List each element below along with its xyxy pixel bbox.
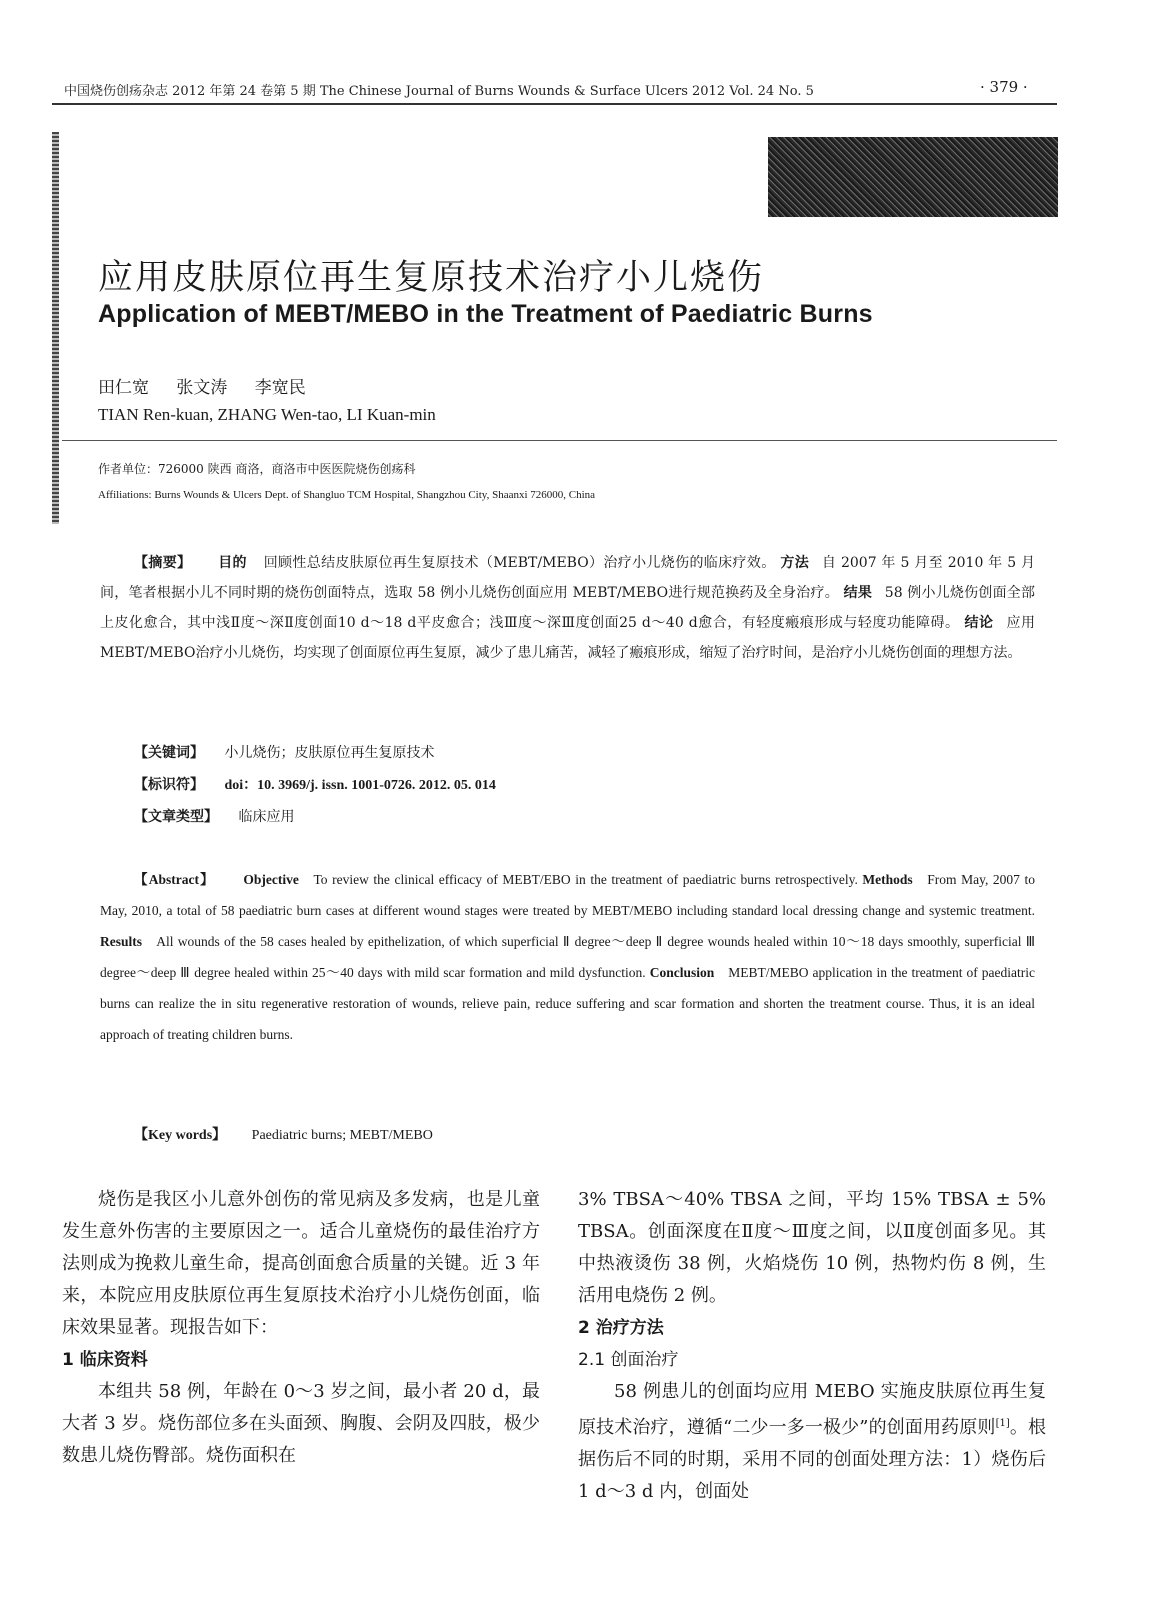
keywords-en-label: 【Key words】 xyxy=(134,1128,227,1143)
abstract-english xyxy=(100,864,1035,1050)
header-rule xyxy=(52,103,1057,105)
methods-text: 自 2007 年 5 月至 2010 年 5 月间，笔者根据小儿不同时期的烧伤创面特点，选取 58 例小儿烧伤创面应用 MEBT/MEBO进行规范换药及全身治疗。 xyxy=(100,555,1036,601)
keywords-chinese xyxy=(134,742,434,762)
reference-1[interactable]: [1] xyxy=(995,1418,1010,1429)
title-chinese: 应用皮肤原位再生复原技术治疗小儿烧伤 xyxy=(98,258,765,298)
identifier-label: 【标识符】 xyxy=(134,777,204,793)
decorative-side-bar xyxy=(52,132,59,524)
objective-en-label: Objective xyxy=(243,872,299,887)
keywords-label: 【关键词】 xyxy=(134,745,204,761)
page-number: · 379 · xyxy=(980,78,1028,96)
section-1-heading: 1 临床资料 xyxy=(62,1350,148,1370)
running-head: 中国烧伤创疡杂志 2012 年第 24 卷第 5 期 The Chinese Journal of Burns Wounds & Surface Ulcers 2012 Vol. 24 No. 5 xyxy=(64,84,814,99)
article-type-label: 【文章类型】 xyxy=(134,809,218,825)
authors-english: TIAN Ren-kuan, ZHANG Wen-tao, LI Kuan-min xyxy=(98,405,436,424)
methods-label: 方法 xyxy=(780,555,810,571)
affiliation-chinese: 作者单位：726000 陕西 商洛，商洛市中医医院烧伤创疡科 xyxy=(98,462,416,476)
section-2-heading: 2 治疗方法 xyxy=(578,1318,664,1338)
methods-en-label: Methods xyxy=(862,872,913,887)
identifier-line xyxy=(134,774,496,794)
methods-en-text: From May, 2007 to May, 2010, a total of 58 paediatric burn cases at different wound stages were treated by MEBT/MEBO including standard local dressing change and systemic treatment. xyxy=(100,872,1035,918)
section-2-1-heading: 2.1 创面治疗 xyxy=(578,1350,679,1370)
article-type-line xyxy=(134,806,294,826)
body-left-column xyxy=(62,1184,540,1472)
abstract-label: 【摘要】 xyxy=(134,555,192,571)
results-text: 58 例小儿烧伤创面全部上皮化愈合，其中浅Ⅱ度～深Ⅱ度创面10 d～18 d平皮愈合；浅Ⅲ度～深Ⅲ度创面25 d～40 d愈合，有轻度瘢痕形成与轻度功能障碍。 xyxy=(100,585,1036,631)
abstract-chinese xyxy=(100,548,1035,668)
abstract-en-label: 【Abstract】 xyxy=(134,872,215,887)
objective-label: 目的 xyxy=(218,555,247,571)
keywords-english xyxy=(134,1124,433,1144)
results-en-label: Results xyxy=(100,934,143,949)
authors-rule xyxy=(62,440,1057,441)
affiliation-english: Affiliations: Burns Wounds & Ulcers Dept. of Shangluo TCM Hospital, Shangzhou City, Shaanxi 726000, China xyxy=(98,489,596,501)
intro-paragraph: 烧伤是我区小儿意外创伤的常见病及多发病，也是儿童发生意外伤害的主要原因之一。适合儿童烧伤的最佳治疗方法则成为挽救儿童生命，提高创面愈合质量的关键。近 3 年来，本院应用皮肤原位再生复原技术治疗小儿烧伤创面，临床效果显著。现报告如下： xyxy=(62,1189,540,1338)
decorative-halftone-block xyxy=(768,137,1058,217)
authors-chinese: 田仁宽 张文涛 李宽民 xyxy=(98,378,306,398)
conclusion-text: 应用 MEBT/MEBO治疗小儿烧伤，均实现了创面原位再生复原，减少了患儿痛苦，减轻了瘢痕形成，缩短了治疗时间，是治疗小儿烧伤创面的理想方法。 xyxy=(100,615,1036,661)
doi-value: doi：10. 3969/j. issn. 1001-0726. 2012. 05. 014 xyxy=(224,778,496,793)
article-type-value: 临床应用 xyxy=(238,809,295,825)
body-right-column xyxy=(578,1184,1046,1508)
section-1-paragraph: 本组共 58 例，年龄在 0～3 岁之间，最小者 20 d，最大者 3 岁。烧伤部位多在头面颈、胸腹、会阴及四肢，极少数患儿烧伤臀部。烧伤面积在 xyxy=(62,1381,540,1466)
section-1-paragraph-continued: 3% TBSA～40% TBSA 之间，平均 15% TBSA ± 5% TBSA。创面深度在Ⅱ度～Ⅲ度之间，以Ⅱ度创面多见。其中热液烫伤 38 例，火焰烧伤 10 例，热物灼伤 8 例，生活用电烧伤 2 例。 xyxy=(578,1189,1046,1306)
section-2-1-paragraph xyxy=(578,1376,1046,1508)
keywords-value: 小儿烧伤；皮肤原位再生复原技术 xyxy=(224,745,435,761)
section-2-1-text-a: 58 例患儿的创面均应用 MEBO 实施皮肤原位再生复原技术治疗，遵循“二少一多一极少”的创面用药原则 xyxy=(578,1381,1046,1438)
results-label: 结果 xyxy=(843,585,873,601)
conclusion-label: 结论 xyxy=(964,615,994,631)
objective-en-text: To review the clinical efficacy of MEBT/EBO in the treatment of paediatric burns retrospectively. xyxy=(313,872,858,887)
conclusion-en-label: Conclusion xyxy=(649,965,715,980)
objective-text: 回顾性总结皮肤原位再生复原技术（MEBT/MEBO）治疗小儿烧伤的临床疗效。 xyxy=(263,555,776,571)
results-en-text: All wounds of the 58 cases healed by epithelization, of which superficial Ⅱ degree～deep Ⅱ degree wounds healed within 10～18 days smoothly, superficial Ⅲ degree～deep Ⅲ degree healed within 25～40 days with mild scar formation and mild dysfunction. xyxy=(100,934,1035,980)
section-2-1-text-b: 。根据伤后不同的时期，采用不同的创面处理方法：1）烧伤后 1 d～3 d 内，创面处 xyxy=(578,1417,1046,1502)
title-english: Application of MEBT/MEBO in the Treatment of Paediatric Burns xyxy=(98,300,873,328)
keywords-en-value: Paediatric burns; MEBT/MEBO xyxy=(251,1128,433,1143)
conclusion-en-text: MEBT/MEBO application in the treatment of paediatric burns can realize the in situ regenerative restoration of wounds, relieve pain, reduce suffering and scar formation and shorten the treatment course. Thus, it is an ideal approach of treating children burns. xyxy=(100,965,1035,1042)
